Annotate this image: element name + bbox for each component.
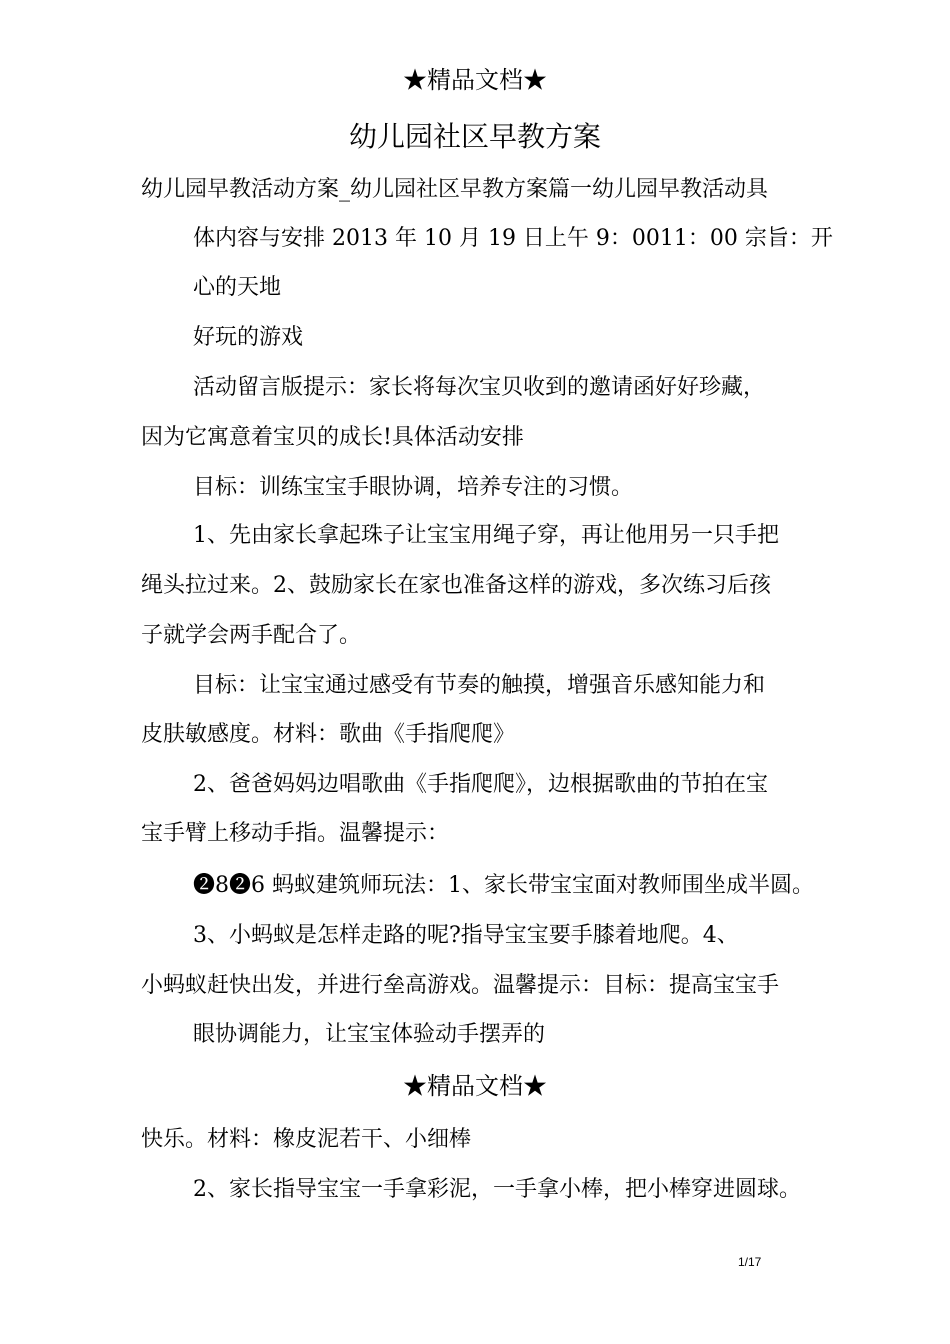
document-title: 幼儿园社区早教方案	[348, 120, 601, 153]
paragraph-line: 2、爸爸妈妈边唱歌曲《手指爬爬》，边根据歌曲的节拍在宝	[193, 772, 768, 797]
paragraph-line: 皮肤敏感度。材料：歌曲《手指爬爬》	[141, 722, 516, 747]
paragraph-line: 宝手臂上移动手指。温馨提示：	[141, 821, 450, 846]
page-header: ★精品文档★	[403, 66, 547, 94]
paragraph-line: 子就学会两手配合了。	[141, 623, 362, 648]
paragraph-line: 好玩的游戏	[193, 325, 304, 350]
paragraph-line: 体内容与安排 2013 年 10 月 19 日上午 9：0011：00 宗旨：开	[193, 226, 833, 251]
page-number: 1/17	[738, 1255, 762, 1269]
paragraph-line: 眼协调能力，让宝宝体验动手摆弄的	[193, 1022, 546, 1047]
paragraph-line: 2、家长指导宝宝一手拿彩泥，一手拿小棒，把小棒穿进圆球。	[193, 1177, 801, 1202]
paragraph-line: 幼儿园早教活动方案_幼儿园社区早教方案篇一幼儿园早教活动具	[141, 177, 769, 202]
paragraph-line: 快乐。材料：橡皮泥若干、小细棒	[141, 1127, 472, 1152]
paragraph-line: 目标：让宝宝通过感受有节奏的触摸，增强音乐感知能力和	[193, 673, 766, 698]
page-header-repeat: ★精品文档★	[403, 1072, 547, 1100]
paragraph-line: 活动留言版提示：家长将每次宝贝收到的邀请函好好珍藏，	[193, 375, 766, 400]
paragraph-line: 小蚂蚁赶快出发，并进行垒高游戏。温馨提示：目标：提高宝宝手	[141, 973, 780, 998]
paragraph-line: 绳头拉过来。2、鼓励家长在家也准备这样的游戏，多次练习后孩	[141, 573, 771, 598]
paragraph-line: 1、先由家长拿起珠子让宝宝用绳子穿，再让他用另一只手把	[193, 523, 779, 548]
paragraph-line: ❷8❷6 蚂蚁建筑师玩法：1、家长带宝宝面对教师围坐成半圆。	[193, 873, 814, 898]
paragraph-line: 3、小蚂蚁是怎样走路的呢?指导宝宝要手膝着地爬。4、	[193, 923, 739, 948]
paragraph-line: 因为它寓意着宝贝的成长!具体活动安排	[141, 425, 524, 450]
paragraph-line: 目标：训练宝宝手眼协调，培养专注的习惯。	[193, 475, 634, 500]
paragraph-line: 心的天地	[193, 275, 282, 300]
